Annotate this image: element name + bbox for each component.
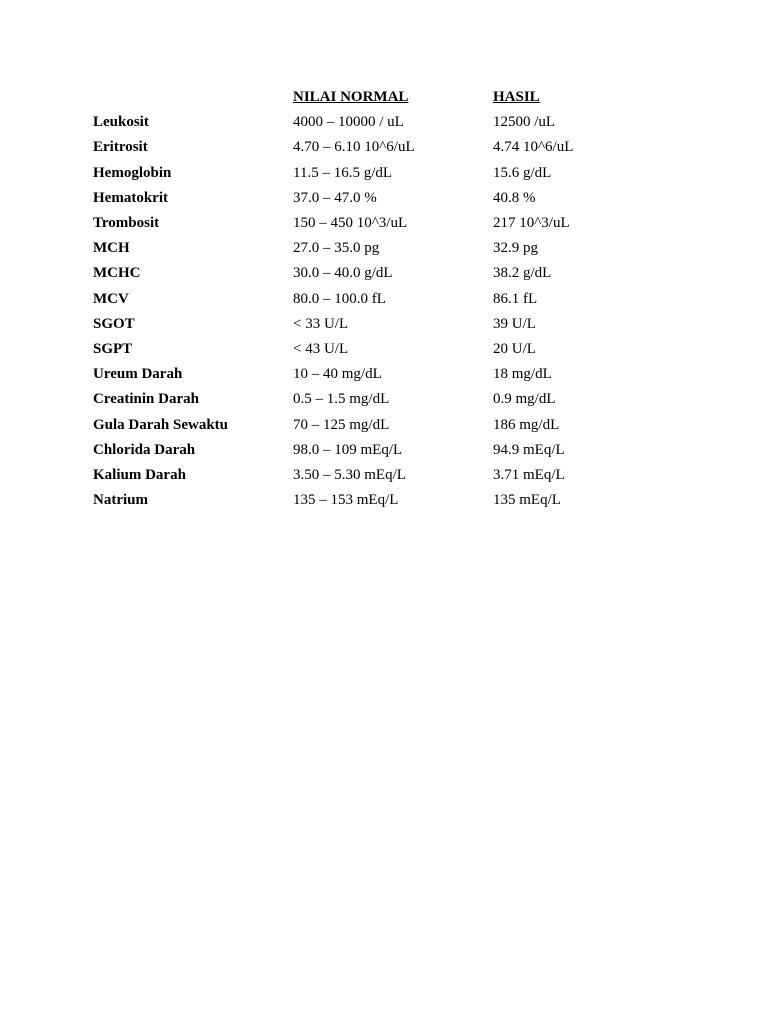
test-name: SGOT [93, 315, 135, 332]
result-value: 38.2 g/dL [493, 265, 552, 282]
header-row [93, 85, 613, 110]
normal-range: < 33 U/L [293, 315, 349, 332]
test-name: Kalium Darah [93, 467, 186, 484]
table-row [93, 337, 613, 362]
result-value: 18 mg/dL [493, 366, 552, 383]
test-name: Trombosit [93, 215, 160, 232]
test-name: Natrium [93, 492, 148, 509]
table-row [93, 362, 613, 387]
table-row [93, 211, 613, 236]
test-name: Creatinin Darah [93, 391, 199, 408]
normal-range: 10 – 40 mg/dL [293, 366, 382, 383]
header-result: HASIL [493, 89, 540, 105]
table-row [93, 236, 613, 261]
normal-range: 30.0 – 40.0 g/dL [293, 265, 393, 282]
normal-range: 3.50 – 5.30 mEq/L [293, 467, 406, 484]
table-row [93, 438, 613, 463]
table-row [93, 463, 613, 488]
result-value: 40.8 % [493, 189, 536, 206]
test-name: SGPT [93, 341, 133, 358]
result-value: 20 U/L [493, 341, 536, 358]
result-value: 3.71 mEq/L [493, 467, 565, 484]
test-name: Ureum Darah [93, 366, 183, 383]
test-name: Leukosit [93, 114, 149, 131]
table-row [93, 161, 613, 186]
normal-range: 4.70 – 6.10 10^6/uL [293, 139, 415, 156]
lab-results-table [93, 85, 613, 513]
result-value: 4.74 10^6/uL [493, 139, 574, 156]
table-row [93, 110, 613, 135]
result-value: 0.9 mg/dL [493, 391, 556, 408]
table-row [93, 413, 613, 438]
result-value: 135 mEq/L [493, 492, 561, 509]
result-value: 186 mg/dL [493, 416, 560, 433]
table-row [93, 312, 613, 337]
table-row [93, 186, 613, 211]
table-row [93, 387, 613, 412]
test-name: MCHC [93, 265, 141, 282]
result-value: 86.1 fL [493, 290, 538, 307]
result-value: 12500 /uL [493, 114, 556, 131]
result-value: 94.9 mEq/L [493, 441, 565, 458]
table-row [93, 261, 613, 286]
test-name: Hemoglobin [93, 164, 172, 181]
normal-range: 27.0 – 35.0 pg [293, 240, 380, 257]
normal-range: < 43 U/L [293, 341, 349, 358]
normal-range: 4000 – 10000 / uL [293, 114, 404, 131]
table-row [93, 488, 613, 513]
normal-range: 135 – 153 mEq/L [293, 492, 399, 509]
result-value: 39 U/L [493, 315, 536, 332]
test-name: Eritrosit [93, 139, 148, 156]
test-name: Hematokrit [93, 189, 168, 206]
normal-range: 0.5 – 1.5 mg/dL [293, 391, 390, 408]
test-name: MCH [93, 240, 130, 257]
normal-range: 150 – 450 10^3/uL [293, 215, 408, 232]
normal-range: 37.0 – 47.0 % [293, 189, 377, 206]
header-normal-value: NILAI NORMAL [293, 89, 409, 105]
result-value: 217 10^3/uL [493, 215, 570, 232]
normal-range: 80.0 – 100.0 fL [293, 290, 386, 307]
header-name [93, 85, 293, 110]
normal-range: 11.5 – 16.5 g/dL [293, 164, 393, 181]
result-value: 32.9 pg [493, 240, 538, 257]
test-name: MCV [93, 290, 129, 307]
table-row [93, 287, 613, 312]
test-name: Chlorida Darah [93, 441, 196, 458]
result-value: 15.6 g/dL [493, 164, 552, 181]
normal-range: 98.0 – 109 mEq/L [293, 441, 403, 458]
test-name: Gula Darah Sewaktu [93, 416, 229, 433]
normal-range: 70 – 125 mg/dL [293, 416, 390, 433]
table-row [93, 135, 613, 160]
